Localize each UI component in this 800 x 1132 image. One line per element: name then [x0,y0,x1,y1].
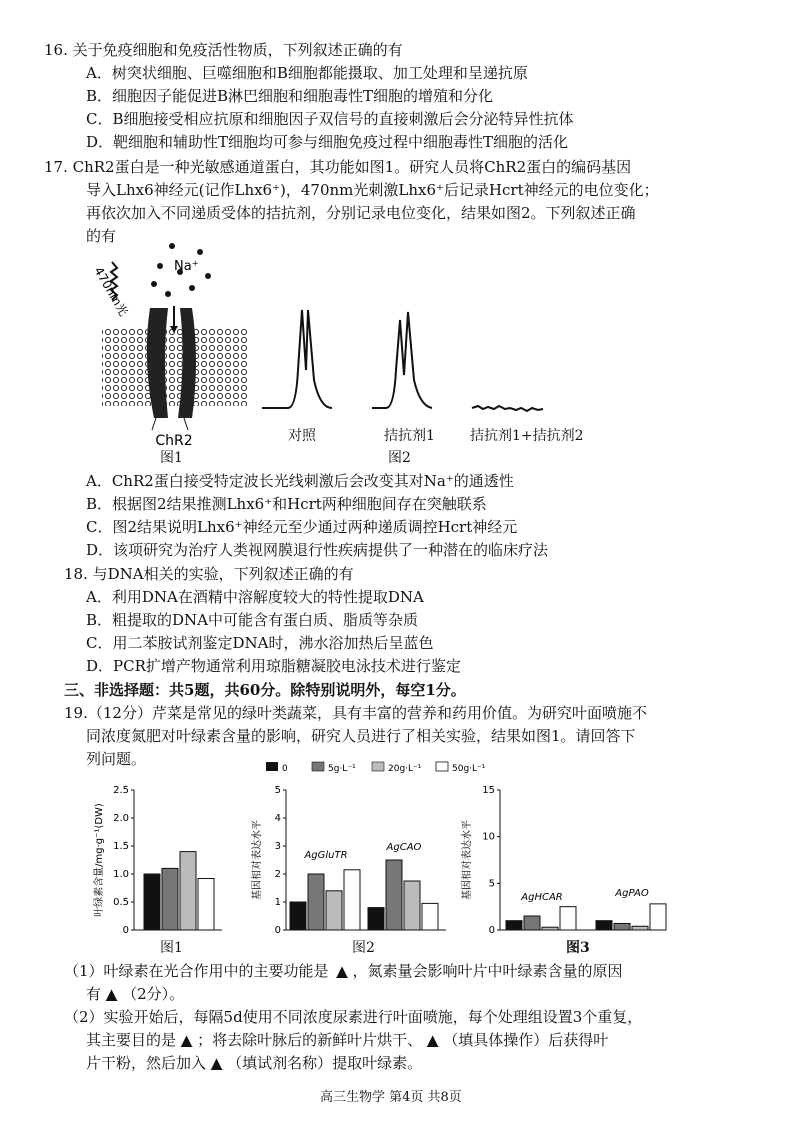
q16-stem: 16. 关于免疫细胞和免疫活性物质，下列叙述正确的有 [44,41,403,59]
q17-option-b: B．根据图2结果推测Lhx6⁺和Hcrt两种细胞间存在突触联系 [86,495,487,513]
bar-AgPAO-50g·L⁻¹ [650,904,666,930]
fig2-panel-label-both: 拮抗剂1+拮抗剂2 [470,428,584,444]
bar-AgHCAR-50g·L⁻¹ [560,907,576,930]
chart2-caption: 图2 [352,940,375,956]
bar-AgPAO-20g·L⁻¹ [632,926,648,930]
y-tick-label: 0 [122,925,129,936]
chart-fig3 [460,780,670,940]
y-tick-label: 1.5 [113,841,129,852]
q19-sub1-line2 [86,984,184,1004]
bar-AgGluTR-5g·L⁻¹ [308,874,324,930]
bar-AgCAO-5g·L⁻¹ [386,860,402,930]
q19-stem-3: 列问题。 [86,750,147,768]
q17-option-a: A．ChR2蛋白接受特定波长光线刺激后会改变其对Na⁺的通透性 [86,472,514,490]
q19-sub2-line3 [86,1053,422,1073]
q19-sub2-text-d: （填具体操作）后获得叶 [443,1031,609,1049]
y-tick-label: 3 [274,841,281,852]
y-tick-label: 0 [274,925,281,936]
lipid-bilayer [102,328,247,406]
q19-sub2-text-f: （填试剂名称）提取叶绿素。 [227,1054,423,1072]
bar-AgPAO-0 [596,921,612,930]
chart3-caption: 图3 [566,940,590,956]
bar-AgHCAR-20g·L⁻¹ [542,927,558,930]
y-tick-label: 1.0 [113,869,129,880]
answer-blank-1[interactable]: ▲ [336,962,348,980]
bar-AgHCAR-5g·L⁻¹ [524,916,540,930]
q19-stem-1: 19.（12分）芹菜是常见的绿叶类蔬菜，具有丰富的营养和药用价值。为研究叶面喷施不 [64,704,647,722]
bar-AgCAO-0 [368,908,384,930]
q19-sub1-text-d: （2分）。 [122,985,185,1003]
answer-blank-2[interactable]: ▲ [105,985,118,1003]
category-label: AgGluTR [304,850,348,861]
q18-stem: 18. 与DNA相关的实验，下列叙述正确的有 [64,565,354,583]
q19-sub1-text-a: （1）叶绿素在光合作用中的主要功能是 [64,962,329,980]
q19-sub2-text-e: 片干粉，然后加入 [86,1054,207,1072]
trace-control [262,310,332,408]
q17-stem-4: 的有 [86,227,117,245]
q16-option-d: D．靶细胞和辅助性T细胞均可参与细胞免疫过程中细胞毒性T细胞的活化 [86,133,569,151]
bar-chlorophyll-0 [144,874,160,930]
q18-option-c: C．用二苯胺试剂鉴定DNA时，沸水浴加热后呈蓝色 [86,634,434,652]
legend-swatch-1 [312,762,324,771]
q16-option-c: C．B细胞接受相应抗原和细胞因子双信号的直接刺激后会分泌特异性抗体 [86,110,574,128]
legend-swatch-3 [436,762,448,771]
answer-blank-4[interactable]: ▲ [426,1031,439,1049]
y-tick-label: 2.5 [113,785,129,796]
q17-option-d: D．该项研究为治疗人类视网膜退行性疾病提供了一种潜在的临床疗法 [86,541,549,559]
y-tick-label: 10 [482,831,495,843]
bar-chlorophyll-20g·L⁻¹ [180,852,196,930]
legend-label-3: 50g·L⁻¹ [452,764,486,774]
legend-swatch-0 [266,762,278,771]
q18-option-a: A．利用DNA在酒精中溶解度较大的特性提取DNA [86,588,424,606]
section3-heading: 三、非选择题：共5题，共60分。除特别说明外，每空1分。 [64,681,466,699]
q18-option-b: B．粗提取的DNA中可能含有蛋白质、脂质等杂质 [86,611,419,629]
category-label: AgHCAR [521,892,563,903]
q19-sub1-line1 [64,961,623,982]
y-tick-label: 15 [482,785,495,796]
q17-stem-1: 17. ChR2蛋白是一种光敏感通道蛋白，其功能如图1。研究人员将ChR2蛋白的编码基因 [44,158,632,176]
q19-sub1-text-c: 有 [86,985,102,1003]
legend-label-0: 0 [282,764,288,774]
q16-option-b: B．细胞因子能促进B淋巴细胞和细胞毒性T细胞的增殖和分化 [86,87,494,105]
answer-blank-5[interactable]: ▲ [210,1054,223,1072]
y-tick-label: 5 [488,878,495,890]
q19-sub1-text-b: ，氮素量会影响叶片中叶绿素含量的原因 [352,962,623,980]
q19-sub2-line1: （2）实验开始后，每隔5d使用不同浓度尿素进行叶面喷施，每个处理组设置3个重复， [64,1008,643,1026]
fig2-panel-label-control: 对照 [288,428,316,444]
y-tick-label: 4 [274,813,281,824]
chart-fig1 [90,780,230,940]
y-tick-label: 1 [274,897,281,908]
q19-sub2-text-c: ；将去除叶脉后的新鲜叶片烘干、 [197,1031,423,1049]
fig1-caption: 图1 [160,450,183,466]
y-axis-label: 叶绿素含量/mg·g⁻¹(DW) [94,803,105,917]
bar-chlorophyll-5g·L⁻¹ [162,868,178,930]
fig2-panel-label-antagonist1: 拮抗剂1 [384,428,435,444]
light-label: 470nm光 [91,264,131,319]
q17-stem-2: 导入Lhx6神经元(记作Lhx6⁺)，470nm光刺激Lhx6⁺后记录Hcrt神经元的电位变化； [86,181,659,199]
bar-AgHCAR-0 [506,921,522,930]
y-tick-label: 2.0 [113,813,129,824]
y-axis-label: 基因相对表达水平 [462,820,473,900]
page-footer: 高三生物学 第4页 共8页 [320,1090,462,1105]
q16-option-a: A．树突状细胞、巨噬细胞和B细胞都能摄取、加工处理和呈递抗原 [86,64,528,82]
bar-AgGluTR-0 [290,902,306,930]
fig2-caption: 图2 [388,450,411,466]
y-tick-label: 0 [488,925,495,936]
bar-AgCAO-50g·L⁻¹ [422,903,438,930]
trace-antagonist1 [372,312,432,408]
q17-option-c: C．图2结果说明Lhx6⁺神经元至少通过两种递质调控Hcrt神经元 [86,518,518,536]
category-label: AgCAO [386,842,422,853]
chart1-caption: 图1 [160,940,183,956]
legend-swatch-2 [372,762,384,771]
category-label: AgPAO [615,888,649,899]
y-tick-label: 5 [274,785,281,796]
bar-AgCAO-20g·L⁻¹ [404,881,420,930]
bar-AgPAO-5g·L⁻¹ [614,923,630,930]
y-axis-label: 基因相对表达水平 [252,820,263,900]
answer-blank-3[interactable]: ▲ [180,1031,193,1049]
q19-sub2-text-b: 其主要目的是 [86,1031,177,1049]
y-tick-label: 0.5 [113,897,129,908]
bar-AgGluTR-50g·L⁻¹ [344,870,360,930]
chart-legend [260,759,520,775]
legend-label-1: 5g·L⁻¹ [328,764,356,774]
legend-label-2: 20g·L⁻¹ [388,764,422,774]
q17-stem-3: 再依次加入不同递质受体的拮抗剂，分别记录电位变化，结果如图2。下列叙述正确 [86,204,636,222]
chart-fig2 [250,780,450,940]
q19-sub2-line2 [86,1030,608,1050]
q18-option-d: D．PCR扩增产物通常利用琼脂糖凝胶电泳技术进行鉴定 [86,657,461,675]
na-label: Na⁺ [174,259,199,274]
q19-stem-2: 同浓度氮肥对叶绿素含量的影响，研究人员进行了相关实验，结果如图1。请回答下 [86,727,636,745]
y-tick-label: 2 [274,869,281,880]
bar-chlorophyll-50g·L⁻¹ [198,878,214,930]
chr2-label: ChR2 [155,433,193,449]
bar-AgGluTR-20g·L⁻¹ [326,891,342,930]
trace-antagonist-both [472,406,543,411]
